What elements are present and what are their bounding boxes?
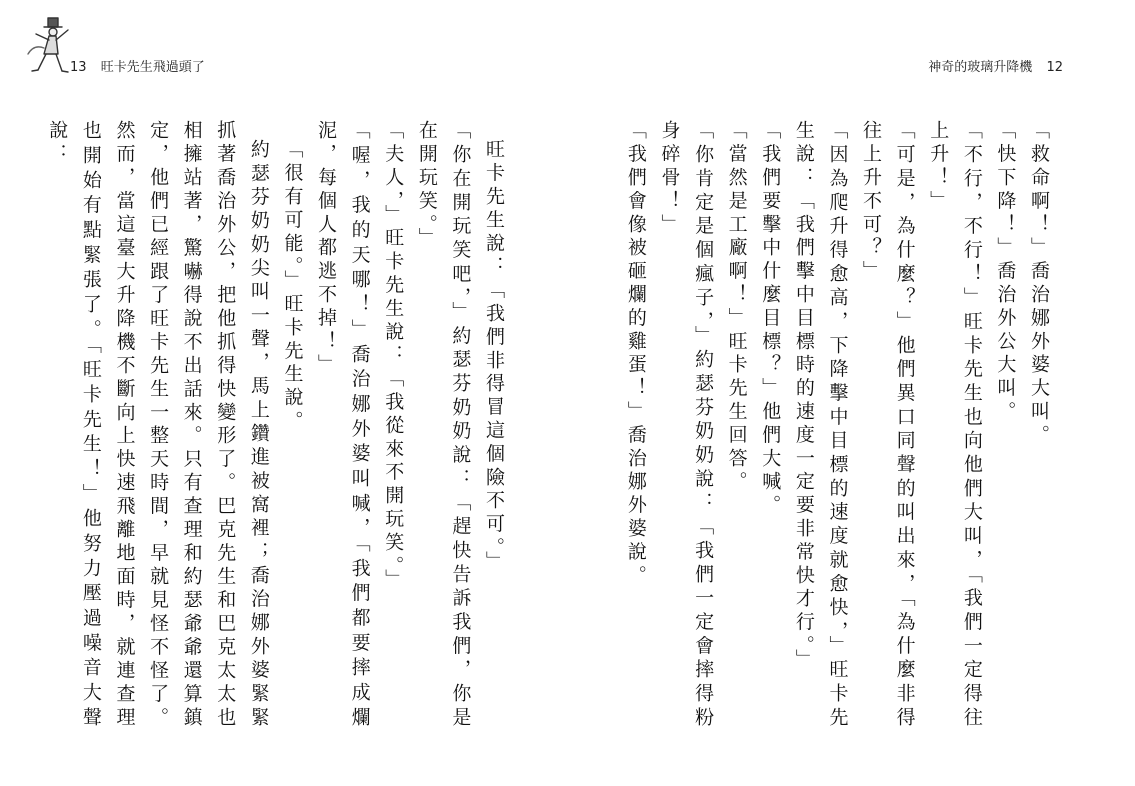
paragraph: 「可是，為什麼？」他們異口同聲的叫出來，「為什麼非得往上升不可？」 <box>860 120 916 730</box>
paragraph: 「快下降！」喬治外公大叫。 <box>994 120 1017 425</box>
chapter-title: 旺卡先生飛過頭了 <box>100 60 205 75</box>
right-page-number: 12 <box>1046 60 1063 75</box>
paragraph: 「不行，不行！」旺卡先生也向他們大叫，「我們一定得往上升！」 <box>927 120 983 730</box>
paragraph: 「我們要擊中什麼目標？」他們大喊。 <box>759 120 782 518</box>
right-page-text <box>620 120 1055 730</box>
book-title: 神奇的玻璃升降機 <box>928 60 1033 75</box>
paragraph: 「很有可能。」旺卡先生說。 <box>281 139 304 434</box>
paragraph: 旺卡先生說：「我們非得冒這個險不可。」 <box>483 139 505 575</box>
left-page-header <box>70 56 205 75</box>
left-page <box>46 120 510 730</box>
paragraph: 「喔，我的天哪！」喬治娜外婆叫喊，「我們都要摔成爛泥，每個人都逃不掉！」 <box>315 120 371 730</box>
paragraph: 「我們會像被砸爛的雞蛋！」喬治娜外婆說。 <box>624 120 647 588</box>
right-page <box>620 120 1055 730</box>
wonka-illustration-icon <box>24 14 74 74</box>
paragraph: 「你肯定是個瘋子，」約瑟芬奶奶說：「我們一定會摔得粉身碎骨！」 <box>658 120 715 730</box>
paragraph: 「夫人，」旺卡先生說：「我從來不開玩笑。」 <box>382 120 405 593</box>
left-page-text <box>46 120 510 730</box>
paragraph: 約瑟芬奶奶尖叫一聲，馬上鑽進被窩裡；喬治娜外婆緊緊抓著喬治外公，把他抓得快變形了。巴克先生和巴克太太也相擁站著，驚嚇得說不出話來。只有查理和約瑟爺爺還算鎮定，他們已經跟了旺卡先生一整天時間，早就見怪不怪了。然而，當這臺大升降機不斷向上快速飛離地面時，就連查理也開始有點緊張了。「旺卡先生！」他努力壓過噪音大聲說： <box>46 120 270 730</box>
paragraph: 「你在開玩笑吧，」約瑟芬奶奶說：「趕快告訴我們，你是在開玩笑。」 <box>415 120 472 730</box>
paragraph: 「當然是工廠啊！」旺卡先生回答。 <box>725 120 748 495</box>
paragraph: 「救命啊！」喬治娜外婆大叫。 <box>1028 120 1050 448</box>
paragraph: 「因為爬升得愈高，下降擊中目標的速度就愈快，」旺卡先生說：「我們擊中目標時的速度一定要非常快才行。」 <box>792 120 849 730</box>
right-page-header <box>928 56 1063 75</box>
left-page-number: 13 <box>70 60 87 75</box>
